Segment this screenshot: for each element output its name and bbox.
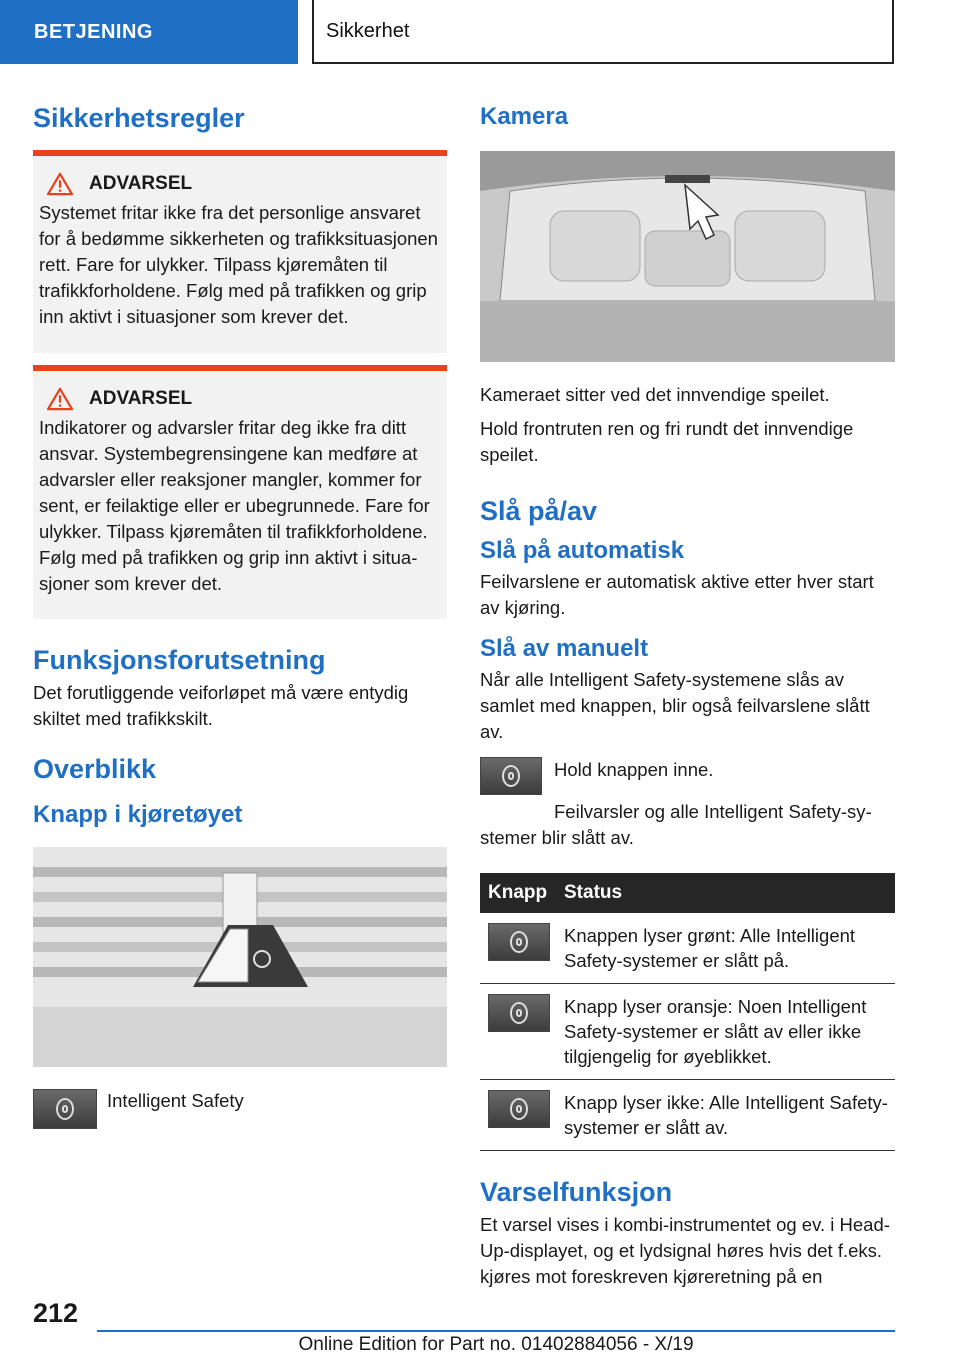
warning-triangle-icon: [45, 387, 75, 411]
title-sikkerhetsregler: Sikkerhetsregler: [33, 103, 245, 133]
warning-box-1: [33, 150, 447, 353]
status-table: [480, 873, 895, 1151]
table-cell-icon: [480, 1080, 556, 1151]
off-button-icon: [488, 1090, 550, 1128]
chapter-tab: [312, 0, 894, 64]
title-slaa-paa-automatisk: Slå på automatisk: [480, 537, 685, 564]
table-cell-icon: [480, 984, 556, 1080]
hold-row: [480, 757, 895, 795]
knapp-caption-row: [33, 1089, 447, 1129]
table-row: [480, 913, 895, 984]
warning-label: ADVARSEL: [89, 388, 193, 409]
title-knapp-i-kjoretoyet: Knapp i kjøretøyet: [33, 801, 243, 828]
warning-heading: [39, 172, 439, 196]
warning-text: Indikatorer og advarsler fritar deg ikke fra ditt ansvar. Systembegrensingene kan medføre at advarsler eller reaksjoner mangler, kommer for sent, er feilaktige eller er ubegrunnede. Fare for ulykker. Tilpass kjøremåten til trafikkforholdene. Følg med på trafikken og grip inn aktivt i situasjoner som krever det.: [39, 417, 430, 594]
camera-photo: [480, 151, 895, 362]
title-overblikk: Overblikk: [33, 754, 157, 784]
hold-text: Hold knappen inne.: [554, 759, 714, 780]
left-column: [33, 100, 447, 1129]
varsel-text: Et varsel vises i kombi-instrumentet og ev. i Head-Up-displayet, og et lydsignal høres hvis det f.eks. kjøres mot foreskreven kjøreretning på en: [480, 1214, 890, 1287]
kamera-text-2: Hold frontruten ren og fri rundt det innvendige speilet.: [480, 418, 854, 465]
manuelt-text: Når alle Intelligent Safety-systemene slås av samlet med knappen, blir også feilvarslene slått av.: [480, 669, 870, 742]
intelligent-safety-button-icon: [480, 757, 542, 795]
auto-text: Feilvarslene er automatisk aktive etter hver start av kjøring.: [480, 571, 874, 618]
table-header-knapp: Knapp: [480, 873, 556, 913]
table-row: [480, 1080, 895, 1151]
title-funksjonsforutsetning: Funksjonsforutsetning: [33, 645, 326, 675]
intelligent-safety-button-icon: [33, 1089, 97, 1129]
title-varselfunksjon: Varselfunksjon: [480, 1177, 673, 1207]
green-button-icon: [488, 923, 550, 961]
section-label: BETJENING: [34, 20, 153, 43]
grille-illustration: [33, 847, 447, 1067]
warning-label: ADVARSEL: [89, 173, 193, 194]
warning-triangle-icon: [45, 172, 75, 196]
page-number: 212: [33, 1298, 79, 1328]
table-cell-status: Knapp lyser ikke: Alle Intelligent Safety-systemer er slått av.: [556, 1080, 895, 1151]
car-interior-illustration: [480, 151, 895, 362]
kamera-text-1: Kameraet sitter ved det innvendige speilet.: [480, 384, 830, 405]
right-column: [480, 100, 895, 1290]
title-slaa-av-manuelt: Slå av manuelt: [480, 635, 649, 662]
table-cell-status: Knapp lyser oransje: Noen Intelligent Safety-systemer er slått av eller ikke tilgjengelig for øyeblikket.: [556, 984, 895, 1080]
warning-box-2: [33, 365, 447, 619]
table-cell-icon: [480, 913, 556, 984]
edition-text: Online Edition for Part no. 01402884056 - X/19: [298, 1334, 694, 1355]
feil-text: Feilvarsler og alle Intelligent Safety-systemer blir slått av.: [480, 801, 872, 848]
table-header-status: Status: [556, 873, 895, 913]
grille-button-photo: [33, 847, 447, 1067]
table-row: [480, 984, 895, 1080]
table-cell-status: Knappen lyser grønt: Alle Intelligent Safety-systemer er slått på.: [556, 913, 895, 984]
section-tab: [0, 0, 298, 64]
footer-divider: [97, 1330, 895, 1332]
knapp-caption: Intelligent Safety: [107, 1090, 244, 1111]
chapter-label: Sikkerhet: [326, 19, 410, 42]
table-header-row: [480, 873, 895, 913]
title-kamera: Kamera: [480, 103, 569, 130]
warning-text: Systemet fritar ikke fra det personlige ansvaret for å bedømme sikkerheten og trafikksituasjonen rett. Fare for ulykker. Tilpass kjøremåten til trafikkforholdene. Følg med på trafikken og grip inn aktivt i situasjoner som krever det.: [39, 202, 438, 327]
warning-heading: [39, 387, 439, 411]
title-slaa-paa-av: Slå på/av: [480, 496, 598, 526]
orange-button-icon: [488, 994, 550, 1032]
funksjon-text: Det forutliggende veiforløpet må være entydig skiltet med trafikkskilt.: [33, 682, 409, 729]
